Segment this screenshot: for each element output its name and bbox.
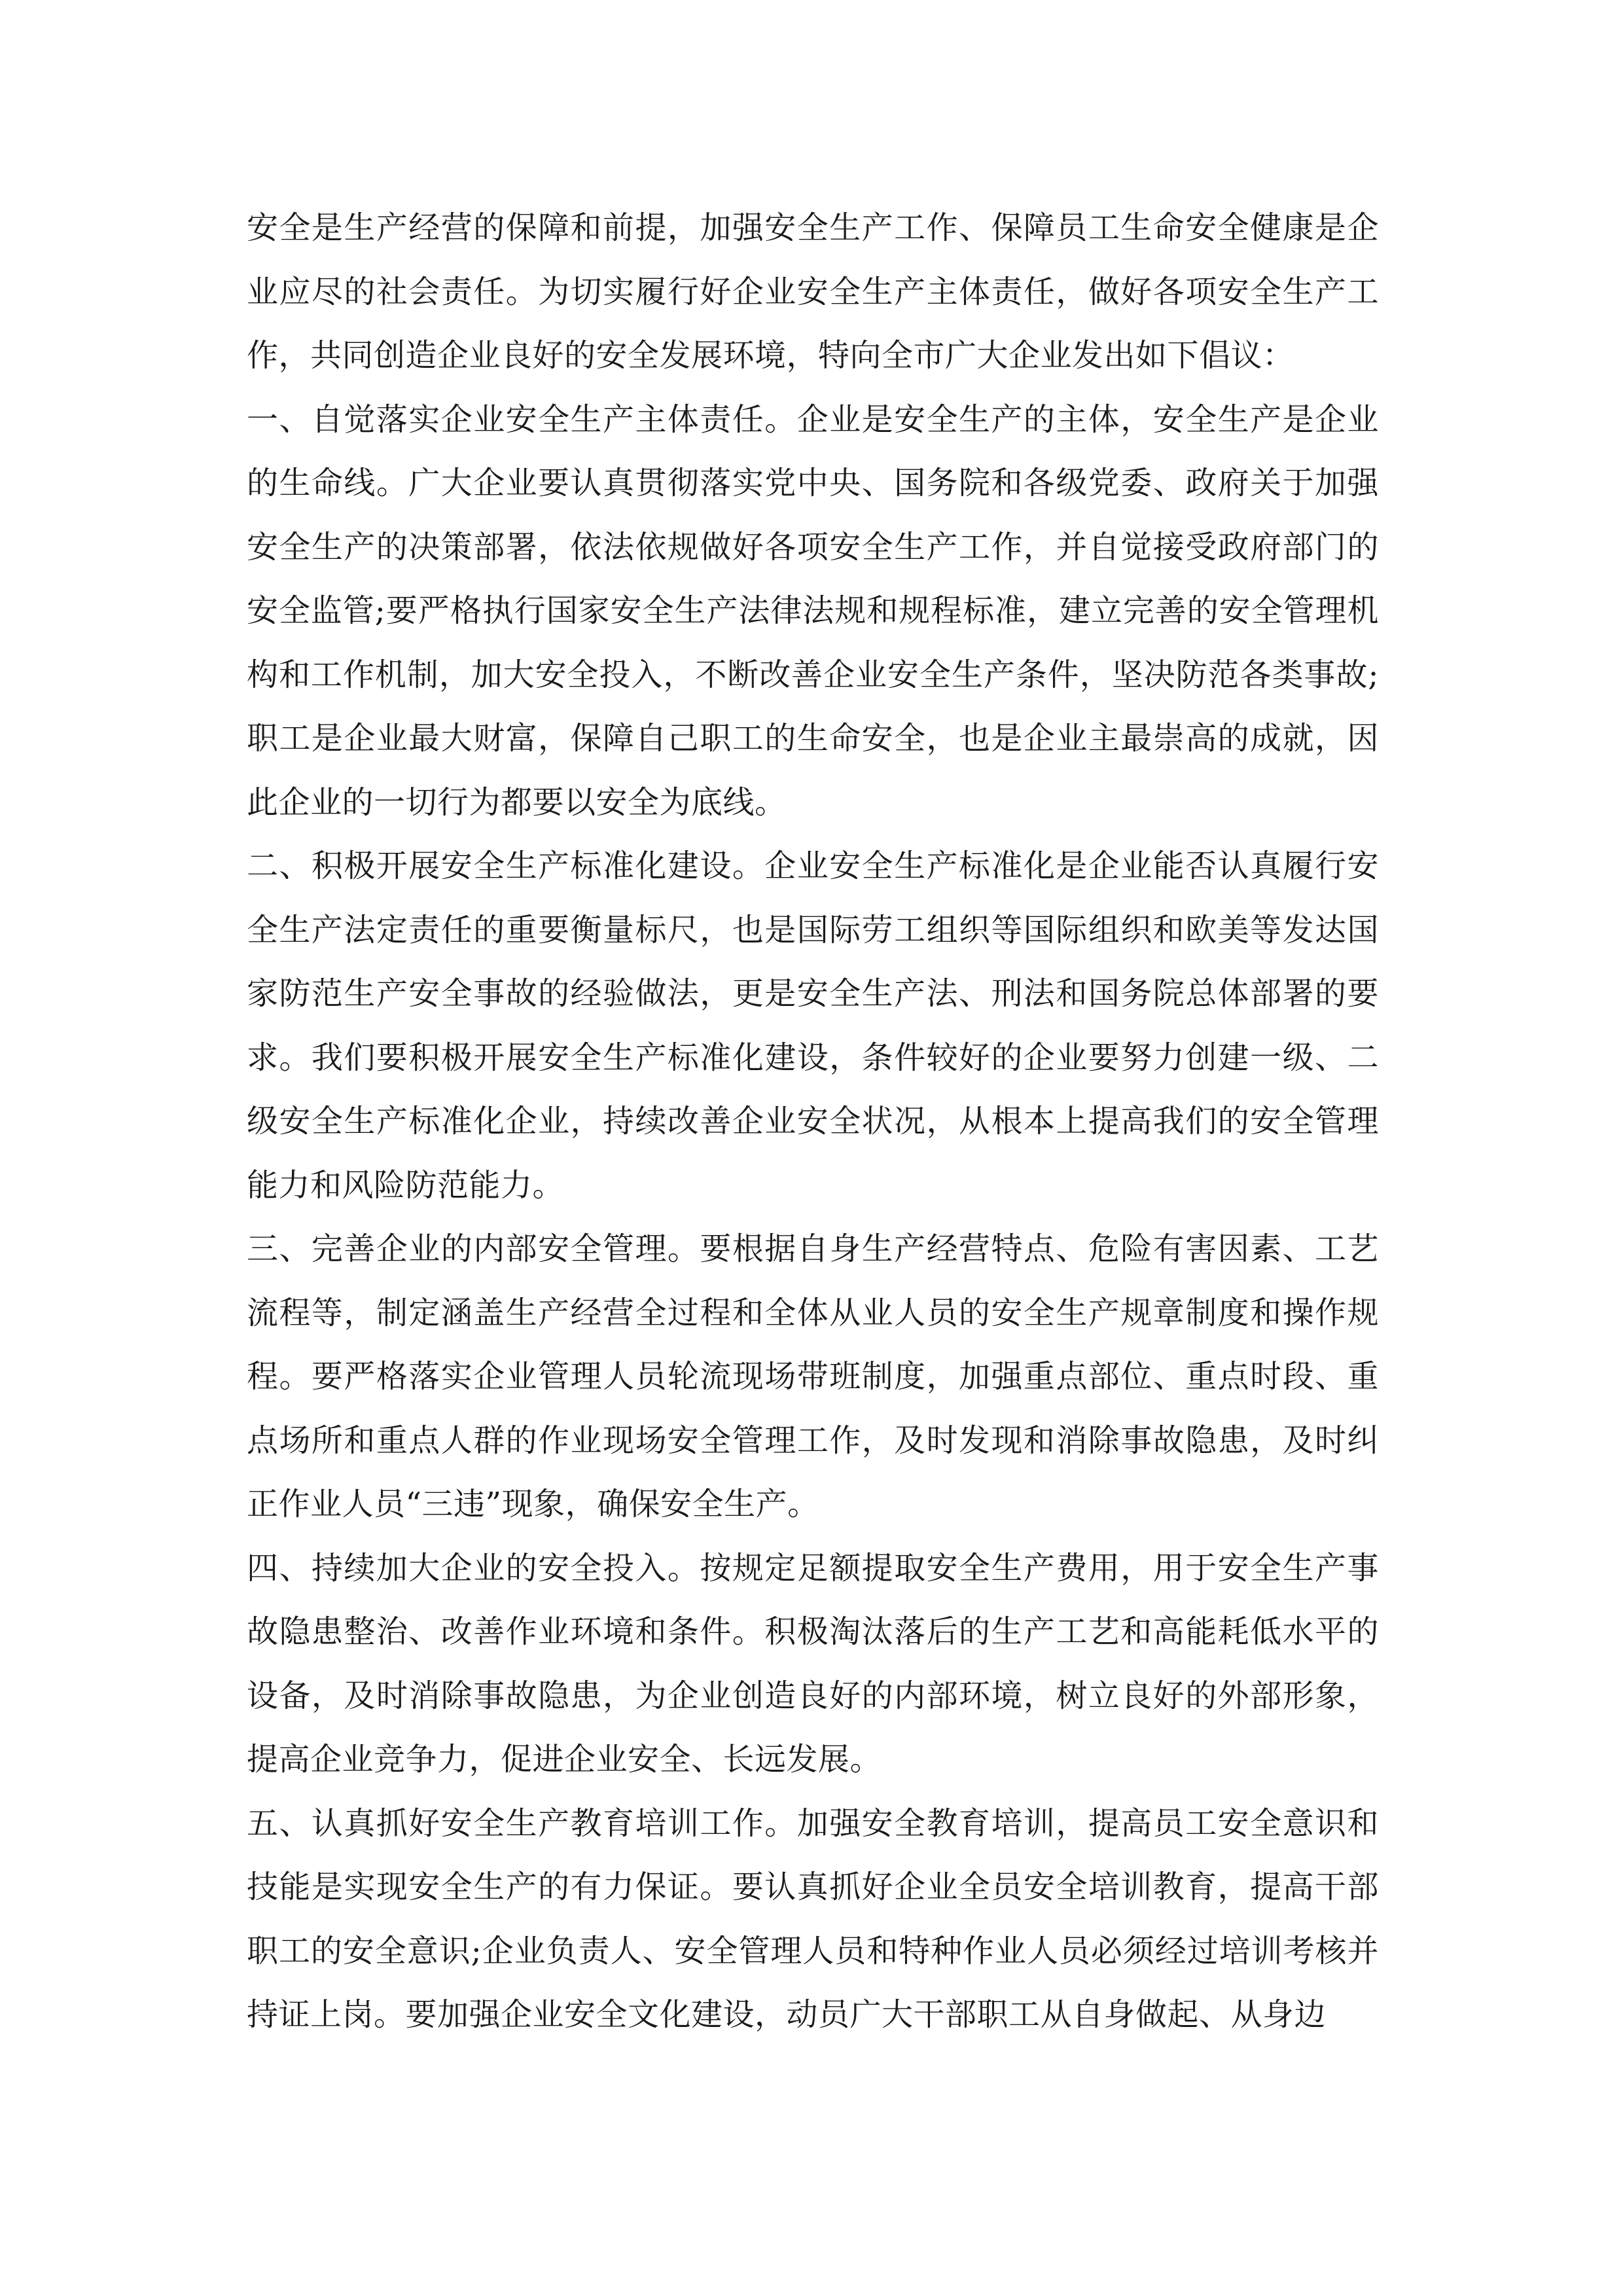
paragraph-section-2: 二、积极开展安全生产标准化建设。企业安全生产标准化是企业能否认真履行安全生产法定责任的重要衡量标尺，也是国际劳工组织等国际组织和欧美等发达国家防范生产安全事故的经验做法，更是安全生产法、刑法和国务院总体部署的要求。我们要积极开展安全生产标准化建设，条件较好的企业要努力创建一级、二级安全生产标准化企业，持续改善企业安全状况，从根本上提高我们的安全管理能力和风险防范能力。 [247, 848, 1379, 1204]
paragraph-section-3: 三、完善企业的内部安全管理。要根据自身生产经营特点、危险有害因素、工艺流程等，制定涵盖生产经营全过程和全体从业人员的安全生产规章制度和操作规程。要严格落实企业管理人员轮流现场带班制度，加强重点部位、重点时段、重点场所和重点人群的作业现场安全管理工作，及时发现和消除事故隐患，及时纠正作业人员“三违”现象，确保安全生产。 [247, 1230, 1379, 1522]
paragraph-section-1: 一、自觉落实企业安全生产主体责任。企业是安全生产的主体，安全生产是企业的生命线。广大企业要认真贯彻落实党中央、国务院和各级党委、政府关于加强安全生产的决策部署，依法依规做好各项安全生产工作，并自觉接受政府部门的安全监管;要严格执行国家安全生产法律法规和规程标准，建立完善的安全管理机构和工作机制，加大安全投入，不断改善企业安全生产条件，坚决防范各类事故;职工是企业最大财富，保障自己职工的生命安全，也是企业主最崇高的成就，因此企业的一切行为都要以安全为底线。 [247, 401, 1379, 821]
paragraph-intro: 安全是生产经营的保障和前提，加强安全生产工作、保障员工生命安全健康是企业应尽的社会责任。为切实履行好企业安全生产主体责任，做好各项安全生产工作，共同创造企业良好的安全发展环境，特向全市广大企业发出如下倡议： [247, 209, 1379, 374]
paragraph-section-4: 四、持续加大企业的安全投入。按规定足额提取安全生产费用，用于安全生产事故隐患整治、改善作业环境和条件。积极淘汰落后的生产工艺和高能耗低水平的设备，及时消除事故隐患，为企业创造良好的内部环境，树立良好的外部形象，提高企业竞争力，促进企业安全、长远发展。 [247, 1549, 1379, 1778]
paragraph-section-5: 五、认真抓好安全生产教育培训工作。加强安全教育培训，提高员工安全意识和技能是实现安全生产的有力保证。要认真抓好企业全员安全培训教育，提高干部职工的安全意识;企业负责人、安全管理人员和特种作业人员必须经过培训考核并持证上岗。要加强企业安全文化建设，动员广大干部职工从自身做起、从身边 [247, 1804, 1379, 2033]
body-text [247, 196, 1379, 2047]
